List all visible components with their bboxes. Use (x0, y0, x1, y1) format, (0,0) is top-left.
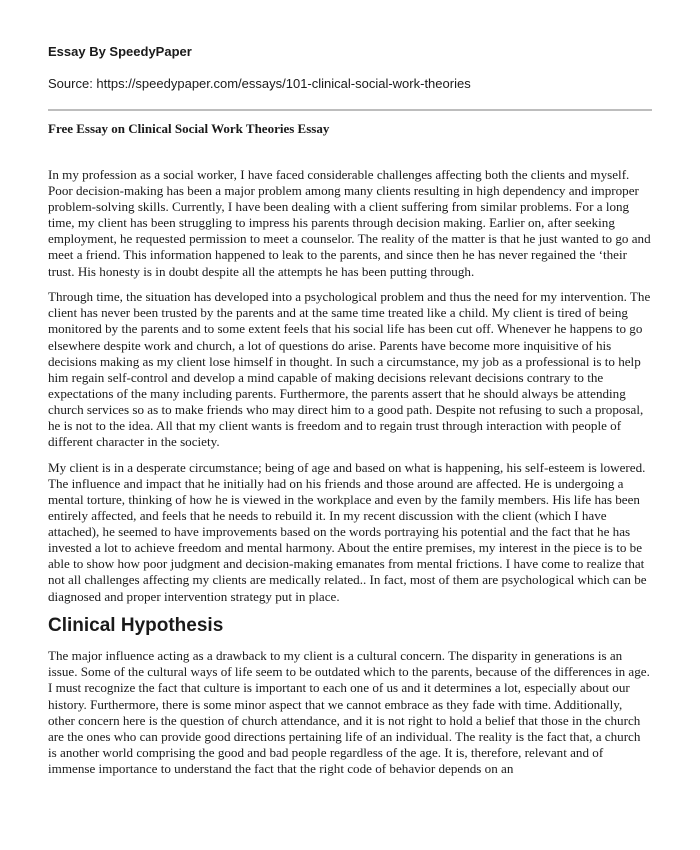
essay-title: Free Essay on Clinical Social Work Theories Essay (48, 121, 330, 136)
body-paragraph: My client is in a desperate circumstance; being of age and based on what is happening, his self-esteem is lowered. The influence and impact that he initially had on his friends and those around are affected. He is undergoing a mental torture, thinking of how he is viewed in the workplace and even by the family members. His life has been entirely affected, and feels that he needs to rebuild it. In my recent discussion with the client (which I have attached), he seemed to have improvements based on the words portraying his potential and the fact that he has invested a lot to achieve freedom and mental harmony. About the entire premises, my interest in the piece is to be able to show how poor judgment and decision-making emanates from mental frictions. I have come to realize that not all challenges affecting my clients are medically related.. In fact, most of them are psychological which can be diagnosed and proper intervention strategy put in place. (48, 459, 647, 604)
essay-body (48, 167, 652, 777)
horizontal-divider (48, 109, 652, 111)
section-heading: Clinical Hypothesis (48, 615, 224, 637)
document-header-title: Essay By SpeedyPaper (48, 44, 192, 59)
body-paragraph: The major influence acting as a drawback to my client is a cultural concern. The disparity in generations is an issue. Some of the cultural ways of life seem to be outdated which to the parents, because of the differences in age. I must recognize the fact that culture is important to each one of us and it determines a lot, especially about our history. Furthermore, there is some minor aspect that we cannot embrace as they fade with time. Additionally, other concern here is the question of church attendance, and it is not right to hold a belief that those in the church are the ones who can provide good directions pertaining life of an individual. The reality is the fact that, a church is another world comprising the good and bad people regardless of the age. It is, therefore, relevant and of immense importance to understand the fact that the right code of behavior depends on an (48, 648, 650, 776)
source-line: Source: https://speedypaper.com/essays/101-clinical-social-work-theories (48, 76, 471, 91)
body-paragraph: Through time, the situation has developed into a psychological problem and thus the need for my intervention. The client has never been trusted by the parents and at the same time treated like a child. My client is tired of being monitored by the parents and to some extent feels that his social life has been cut off. Whenever he happens to go elsewhere despite work and church, a lot of questions do arise. Parents have become more inquisitive of his decisions making as my client lose himself in thought. In such a circumstance, my job as a professional is to help him regain self-control and develop a mind capable of making decisions relevant decisions contrary to the expectations of the many including parents. Furthermore, the parents assert that he should always be attending church services so as to make friends who may direct him to a good path. Despite not refusing to such a proposal, he is not to the idea. All that my client wants is freedom and to regain trust through interaction with people of different character in the society. (48, 289, 651, 450)
body-paragraph: In my profession as a social worker, I have faced considerable challenges affecting both the clients and myself. Poor decision-making has been a major problem among many clients resulting in high dependency and improper problem-solving skills. Currently, I have been dealing with a client suffering from similar problems. For a long time, my client has been struggling to impress his parents through decision making. Earlier on, after seeking employment, he requested permission to meet a counselor. The reality of the matter is that he just wanted to go and meet a friend. This information happened to leak to the parents, and since then he has never regained the ‘their trust. His honesty is in doubt despite all the attempts he has been putting through. (48, 167, 651, 279)
